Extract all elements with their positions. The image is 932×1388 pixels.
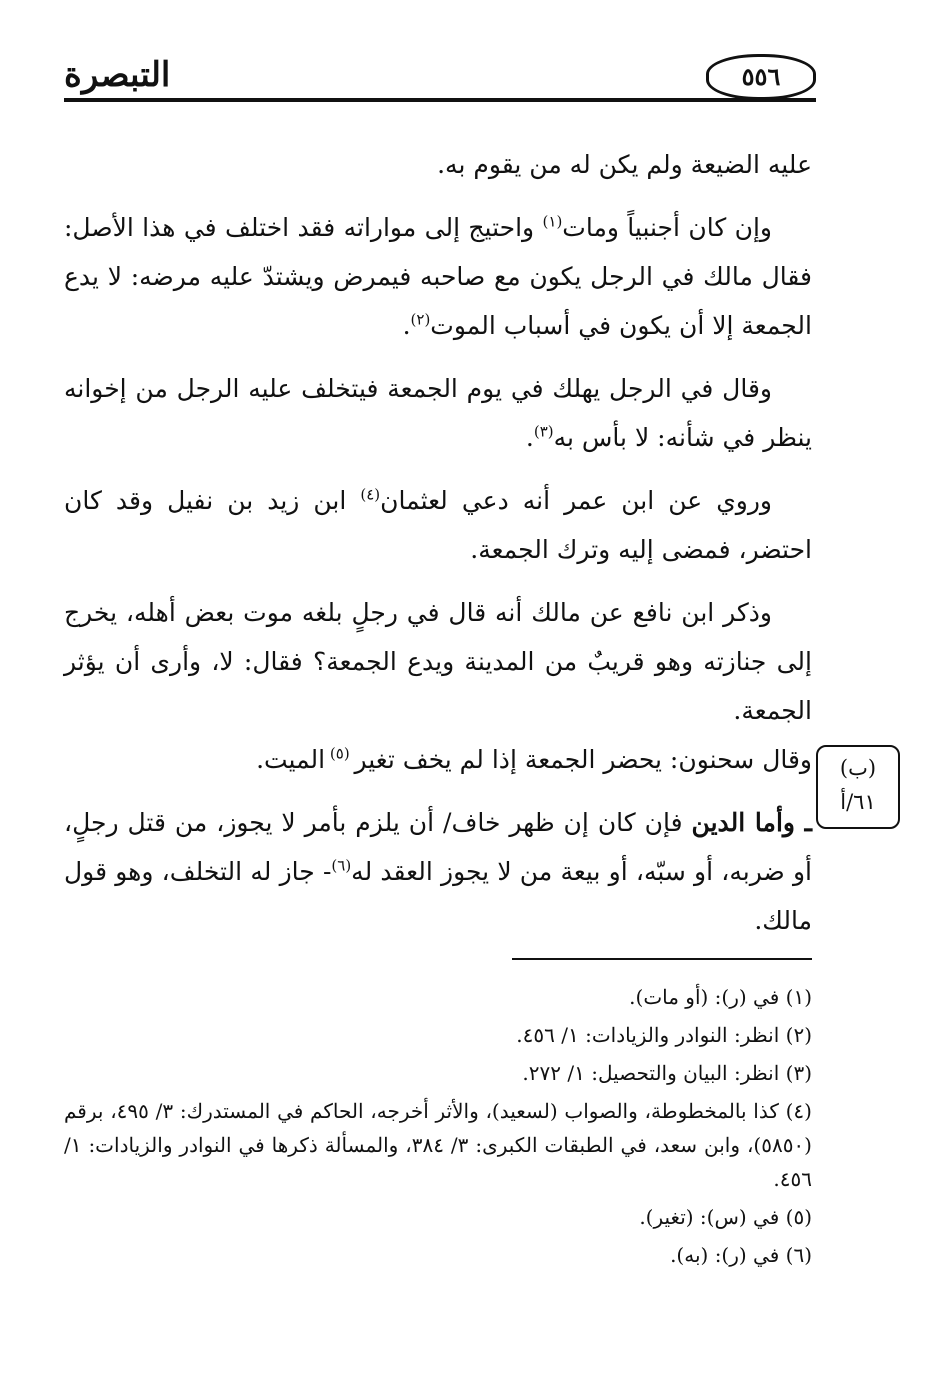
book-title: التبصرة (64, 55, 171, 95)
paragraph-1: عليه الضيعة ولم يكن له من يقوم به. (437, 150, 812, 179)
paragraph-4: وروي عن ابن عمر أنه دعي لعثمان$^{(٤)}$ ابن زيد بن نفيل وقد كان احتضر، فمضى إليه وترك الجمعة. (64, 485, 812, 564)
paragraph-6: وقال سحنون: يحضر الجمعة إذا لم يخف تغير $^{(٥)}$ الميت. (256, 744, 812, 774)
paragraph-7: ـ وأما الدين فإن كان إن ظهر خاف/ أن يلزم بأمر لا يجوز، من قتل رجلٍ، أو ضربه، أو سبّه، أو بيعة من لا يجوز العقد له$^{(٦)}$- جاز له التخلف، وهو قول مالك. (64, 808, 813, 935)
page-header (64, 48, 816, 110)
footnote-3: (٣) انظر: البيان والتحصيل: ١/ ٢٧٢. (522, 1061, 812, 1085)
footnote-ref-1[interactable]: (١) (542, 212, 563, 231)
footnote-ref-5[interactable]: (٥) (325, 744, 355, 763)
footnote-ref-4[interactable]: (٤) (360, 485, 381, 504)
footnote-ref-3[interactable]: (٣) (533, 422, 554, 441)
paragraph-5: وذكر ابن نافع عن مالك أنه قال في رجلٍ بلغه موت بعض أهله، يخرج إلى جنازته وهو قريبٌ من المدينة ويدع الجمعة؟ فقال: لا، وأرى أن يؤثر الجمعة. (64, 598, 812, 725)
footnote-5: (٥) في (س): (تغير). (639, 1205, 812, 1229)
footnote-4: (٤) كذا بالمخطوطة، والصواب (لسعيد)، والأثر أخرجه، الحاكم في المستدرك: ٣/ ٤٩٥، برقم (٥٨٥٠)، وابن سعد، في الطبقات الكبرى: ٣/ ٣٨٤، والمسألة ذكرها في النوادر والزيادات: ١/ ٤٥٦. (64, 1099, 812, 1191)
paragraph-3: وقال في الرجل يهلك في يوم الجمعة فيتخلف عليه الرجل من إخوانه ينظر في شأنه: لا بأس به$^{(٣)}$. (64, 374, 812, 452)
footnote-ref-2[interactable]: (٢) (410, 310, 431, 329)
main-text (64, 140, 812, 959)
footnote-6: (٦) في (ر): (به). (670, 1243, 812, 1267)
paragraph-2: وإن كان أجنبياً ومات$^{(١)}$ واحتيج إلى مواراته فقد اختلف في هذا الأصل: فقال مالك في الرجل يكون مع صاحبه فيمرض ويشتدّ عليه مرضه: لا يدع الجمعة إلا أن يكون في أسباب الموت$^{(٢)}$. (64, 212, 812, 340)
footnote-separator (512, 958, 812, 960)
section-heading: ـ وأما الدين (691, 808, 813, 837)
margin-note-line-2: ٦١/أ (840, 790, 876, 814)
margin-note-line-1: (ب) (839, 756, 877, 780)
footnote-2: (٢) انظر: النوادر والزيادات: ١/ ٤٥٦. (516, 1023, 812, 1047)
footnotes (64, 980, 812, 1276)
manuscript-folio-note (816, 745, 900, 829)
page-number: ٥٥٦ (706, 54, 816, 100)
header-rule (64, 98, 816, 102)
footnote-1: (١) في (ر): (أو مات). (629, 985, 812, 1009)
footnote-ref-6[interactable]: (٦) (331, 856, 352, 875)
